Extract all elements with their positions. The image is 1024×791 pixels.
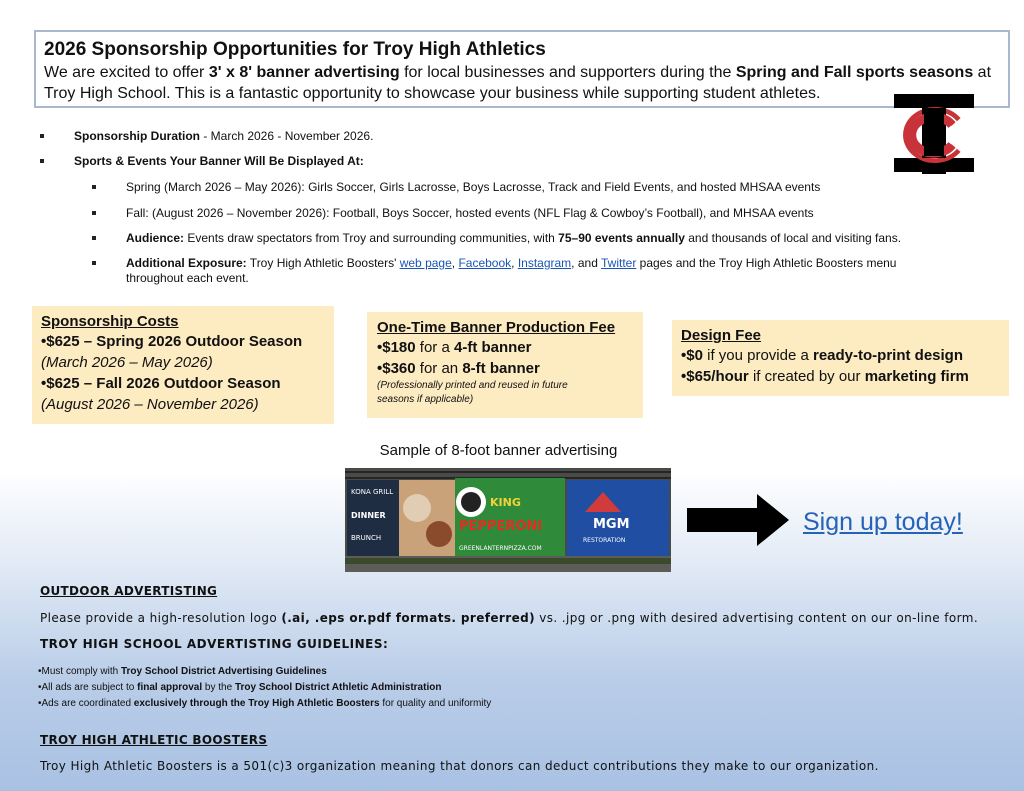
sign-up-link[interactable]: Sign up today! <box>803 508 963 536</box>
sponsorship-costs-box <box>32 306 334 424</box>
twitter-link[interactable]: Twitter <box>600 256 637 270</box>
design-hourly: •$65/hour if created by our marketing firm <box>681 368 969 385</box>
fee-heading: One-Time Banner Production Fee <box>377 319 616 336</box>
sample-banner-photo <box>345 468 671 572</box>
spring-cost: •$625 – Spring 2026 Outdoor Season <box>41 333 303 350</box>
banner-1-line-2: DINNER <box>351 511 386 520</box>
list-item: Additional Exposure: Troy High Athletic Boosters' web page, Facebook, Instagram, and Twitter pages and the Troy High Athletic Boosters menu throughout each event. <box>92 256 896 286</box>
fall-cost: •$625 – Fall 2026 Outdoor Season <box>41 375 281 392</box>
intro-line-2: Troy High School. This is a fantastic opportunity to showcase your business while supporting student athletes. <box>44 85 821 102</box>
facebook-link[interactable]: Facebook <box>458 256 512 270</box>
outdoor-text: Please provide a high-resolution logo (.ai, .eps or.pdf formats. preferred) vs. .jpg or .png with desired advertising content on our on-line form. <box>40 611 979 625</box>
list-item: Audience: Events draw spectators from Troy and surrounding communities, with 75–90 events annually and thousands of local and visiting fans. <box>92 231 901 246</box>
fee-note: (Professionally printed and reused in future seasons if applicable) <box>377 380 568 405</box>
guideline-item: •Ads are coordinated exclusively through the Troy High Athletic Boosters for quality and uniformity <box>38 698 492 709</box>
banner-3-line-2: RESTORATION <box>583 537 626 544</box>
costs-heading: Sponsorship Costs <box>41 313 179 330</box>
banner-3-title: MGM <box>593 517 630 532</box>
fee-4ft: •$180 for a 4-ft banner <box>377 339 532 356</box>
guideline-item: •All ads are subject to final approval by the Troy School District Athletic Administration <box>38 682 442 693</box>
production-fee-box <box>367 312 643 418</box>
sample-caption: Sample of 8-foot banner advertising <box>379 442 618 459</box>
intro-line-1: We are excited to offer 3' x 8' banner advertising for local businesses and supporters during the Spring and Fall sports seasons at <box>44 64 992 81</box>
banner-1-title: KONA GRILL <box>351 488 394 496</box>
instagram-link[interactable]: Instagram <box>517 256 572 270</box>
design-free: •$0 if you provide a ready-to-print design <box>681 347 964 364</box>
design-heading: Design Fee <box>681 327 762 344</box>
guidelines-heading: TROY HIGH SCHOOL ADVERTISTING GUIDELINES: <box>40 637 389 651</box>
outdoor-heading: OUTDOOR ADVERTISTING <box>40 584 218 598</box>
design-fee-box <box>672 320 1009 396</box>
page-title: 2026 Sponsorship Opportunities for Troy High Athletics <box>44 39 546 60</box>
spring-dates: (March 2026 – May 2026) <box>41 354 213 371</box>
list-item: Fall: (August 2026 – November 2026): Football, Boys Soccer, hosted events (NFL Flag & Cowboy’s Football), and MHSAA events <box>92 206 814 221</box>
fall-dates: (August 2026 – November 2026) <box>41 396 259 413</box>
fee-8ft: •$360 for an 8-ft banner <box>377 360 540 377</box>
list-item: Spring (March 2026 – May 2026): Girls Soccer, Girls Lacrosse, Boys Lacrosse, Track and Field Events, and hosted MHSAA events <box>92 180 820 195</box>
banner-2-title: KING <box>490 496 521 509</box>
banner-1-line-3: BRUNCH <box>351 534 382 542</box>
banner-2-line-2: PEPPERONI <box>459 519 543 534</box>
guideline-item: •Must comply with Troy School District Advertising Guidelines <box>38 666 327 677</box>
banner-2-line-3: GREENLANTERNPIZZA.COM <box>459 545 542 552</box>
list-item: Sports & Events Your Banner Will Be Displayed At: <box>40 154 364 169</box>
boosters-heading: TROY HIGH ATHLETIC BOOSTERS <box>40 733 268 747</box>
boosters-text: Troy High Athletic Boosters is a 501(c)3 organization meaning that donors can deduct contributions they make to our organization. <box>40 759 879 773</box>
arrow-right-icon <box>687 494 791 551</box>
web-page-link[interactable]: web page <box>399 256 452 270</box>
troy-logo <box>894 92 974 174</box>
header-box <box>34 30 1010 108</box>
list-item: Sponsorship Duration - March 2026 - November 2026. <box>40 129 373 144</box>
